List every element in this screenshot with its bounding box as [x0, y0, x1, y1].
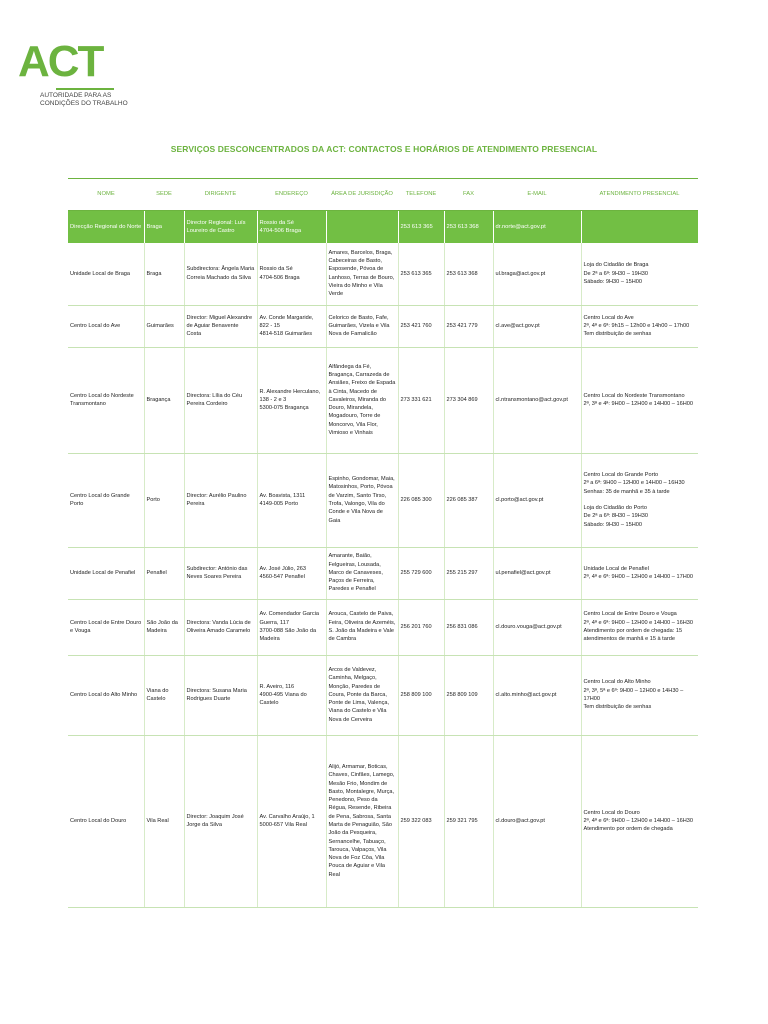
region-sede: Braga: [144, 211, 184, 244]
region-nome: Direcção Regional do Norte: [68, 211, 144, 244]
header-atendimento: ATENDIMENTO PRESENCIAL: [581, 179, 698, 211]
cell-area: Amares, Barcelos, Braga, Cabeceiras de Basto, Esposende, Póvoa de Lanhoso, Terras de Bouro, Vieira do Minho e Vila Verde: [326, 243, 398, 305]
cell-endereco: R. Alexandre Herculano, 138 - 2 e 3 5300-075 Bragança: [257, 347, 326, 453]
cell-area: Alijó, Armamar, Boticas, Chaves, Cinfães, Lamego, Mesão Frio, Mondim de Basto, Montalegre, Murça, Penedono, Peso da Régua, Resende, Ribeira de Pena, Sabrosa, Santa Marta de Penaguião, São João da Pesqueira, Sernancelhe, Tabuaço, Tarouca, Valpaços, Vila Nova de Foz Côa, Vila Pouca de Aguiar e Vila Real: [326, 735, 398, 907]
cell-endereco: Av. Comendador Garcia Guerra, 117 3700-088 São João da Madeira: [257, 599, 326, 655]
cell-sede: Guimarães: [144, 305, 184, 347]
cell-nome: Centro Local do Alto Minho: [68, 655, 144, 735]
header-dirigente: DIRIGENTE: [184, 179, 257, 211]
cell-endereco: R. Aveiro, 116 4900-495 Viana do Castelo: [257, 655, 326, 735]
cell-telefone: 255 729 600: [398, 547, 444, 599]
header-nome: NOME: [68, 179, 144, 211]
cell-email[interactable]: cl.ave@act.gov.pt: [493, 305, 581, 347]
region-row: [68, 211, 698, 244]
cell-telefone: 253 421 760: [398, 305, 444, 347]
cell-area: Arcos de Valdevez, Caminha, Melgaço, Monção, Paredes de Coura, Ponte da Barca, Ponte de Lima, Valença, Viana do Castelo e Vila Nova de Cerveira: [326, 655, 398, 735]
cell-dirigente: Director: Miguel Alexandre de Aguiar Benavente Costa: [184, 305, 257, 347]
table-row: [68, 243, 698, 305]
logo-subtitle: [40, 92, 128, 107]
cell-nome: Centro Local do Nordeste Transmontano: [68, 347, 144, 453]
cell-endereco: Av. José Júlio, 263 4560-547 Penafiel: [257, 547, 326, 599]
cell-endereco: Av. Carvalho Araújo, 1 5000-657 Vila Real: [257, 735, 326, 907]
cell-nome: Centro Local do Douro: [68, 735, 144, 907]
cell-area: Espinho, Gondomar, Maia, Matosinhos, Porto, Póvoa de Varzim, Santo Tirso, Trofa, Valongo, Vila do Conde e Vila Nova de Gaia: [326, 453, 398, 547]
cell-nome: Centro Local do Ave: [68, 305, 144, 347]
cell-dirigente: Director: Joaquim José Jorge da Silva: [184, 735, 257, 907]
cell-atendimento: Centro Local do Ave 2ª, 4ª e 6ª: 9h15 – 12h00 e 14h00 – 17h00 Tem distribuição de senhas: [581, 305, 698, 347]
cell-nome: Unidade Local de Penafiel: [68, 547, 144, 599]
cell-atendimento: Centro Local do Grande Porto 2ª a 6ª: 9H00 – 12H00 e 14H00 – 16H30 Senhas: 35 de manhã e 35 à tarde Loja do Cidadão do Porto De 2ª a 6ª: 8H30 – 19H30 Sábado: 9H30 – 15H00: [581, 453, 698, 547]
cell-telefone: 258 809 100: [398, 655, 444, 735]
cell-sede: Bragança: [144, 347, 184, 453]
cell-telefone: 256 201 760: [398, 599, 444, 655]
cell-dirigente: Subdirectora: Ângela Maria Correia Machado da Silva: [184, 243, 257, 305]
cell-area: Arouca, Castelo de Paiva, Feira, Oliveira de Azeméis, S. João da Madeira e Vale de Cambra: [326, 599, 398, 655]
cell-email[interactable]: cl.douro@act.gov.pt: [493, 735, 581, 907]
contacts-table: [68, 178, 698, 908]
cell-area: Alfândega da Fé, Bragança, Carrazeda de Ansiães, Freixo de Espada à Cinta, Macedo de Cavaleiros, Miranda do Douro, Mirandela, Mogadouro, Torre de Moncorvo, Vila Flor, Vimioso e Vinhais: [326, 347, 398, 453]
logo-underline: [56, 88, 114, 90]
cell-sede: Vila Real: [144, 735, 184, 907]
cell-dirigente: Subdirector: António das Neves Soares Pereira: [184, 547, 257, 599]
cell-fax: 259 321 795: [444, 735, 493, 907]
cell-atendimento: Centro Local do Douro 2ª, 4ª e 6ª: 9H00 – 12H00 e 14H00 – 16H30 Atendimento por ordem de chegada: [581, 735, 698, 907]
header-telefone: TELEFONE: [398, 179, 444, 211]
cell-sede: Porto: [144, 453, 184, 547]
cell-endereco: Rossio da Sé 4704-506 Braga: [257, 243, 326, 305]
cell-atendimento: Unidade Local de Penafiel 2ª, 4ª e 6ª: 9H00 – 12H00 e 14H00 – 17H00: [581, 547, 698, 599]
region-atendimento: [581, 211, 698, 244]
cell-nome: Centro Local do Grande Porto: [68, 453, 144, 547]
cell-sede: Penafiel: [144, 547, 184, 599]
cell-email[interactable]: ul.braga@act.gov.pt: [493, 243, 581, 305]
cell-nome: Unidade Local de Braga: [68, 243, 144, 305]
cell-atendimento: Centro Local de Entre Douro e Vouga 2ª, 4ª e 6ª: 9H00 – 12H00 e 14H00 – 16H30 Atendimento por ordem de chegada: 15 atendimentos de manhã e 15 à tarde: [581, 599, 698, 655]
logo-subtitle-line2: CONDIÇÕES DO TRABALHO: [40, 99, 128, 107]
cell-dirigente: Directora: Vanda Lúcia de Oliveira Amado Caramelo: [184, 599, 257, 655]
cell-email[interactable]: cl.ntransmontano@act.gov.pt: [493, 347, 581, 453]
cell-email[interactable]: cl.porto@act.gov.pt: [493, 453, 581, 547]
page-title: SERVIÇOS DESCONCENTRADOS DA ACT: CONTACTOS E HORÁRIOS DE ATENDIMENTO PRESENCIAL: [170, 144, 598, 154]
cell-fax: 255 215 297: [444, 547, 493, 599]
table-header-row: [68, 179, 698, 211]
table-row: [68, 547, 698, 599]
header-email: E-MAIL: [493, 179, 581, 211]
header-fax: FAX: [444, 179, 493, 211]
cell-fax: 273 304 869: [444, 347, 493, 453]
table-row: [68, 347, 698, 453]
table-row: [68, 735, 698, 907]
cell-fax: 258 809 109: [444, 655, 493, 735]
region-email[interactable]: dr.norte@act.gov.pt: [493, 211, 581, 244]
table-row: [68, 599, 698, 655]
cell-telefone: 253 613 365: [398, 243, 444, 305]
cell-email[interactable]: ul.penafiel@act.gov.pt: [493, 547, 581, 599]
cell-endereco: Av. Conde Margaride, 822 - 15 4814-518 Guimarães: [257, 305, 326, 347]
region-endereco: Rossio da Sé 4704-506 Braga: [257, 211, 326, 244]
cell-endereco: Av. Boavista, 1311 4149-005 Porto: [257, 453, 326, 547]
cell-telefone: 226 085 300: [398, 453, 444, 547]
cell-atendimento: Loja do Cidadão de Braga De 2ª a 6ª: 9H30 – 19H30 Sábado: 9H30 – 15H00: [581, 243, 698, 305]
header-sede: SEDE: [144, 179, 184, 211]
region-telefone: 253 613 365: [398, 211, 444, 244]
cell-atendimento: Centro Local do Nordeste Transmontano 2ª, 3ª e 4ª: 9H00 – 12H00 e 14H00 – 16H00: [581, 347, 698, 453]
header-endereco: ENDEREÇO: [257, 179, 326, 211]
cell-telefone: 273 331 621: [398, 347, 444, 453]
cell-area: Amarante, Baião, Felgueiras, Lousada, Marco de Canaveses, Paços de Ferreira, Paredes e Penafiel: [326, 547, 398, 599]
cell-sede: São João da Madeira: [144, 599, 184, 655]
cell-nome: Centro Local de Entre Douro e Vouga: [68, 599, 144, 655]
table-row: [68, 305, 698, 347]
act-logo: [18, 37, 128, 114]
cell-atendimento: Centro Local do Alto Minho 2ª, 3ª, 5ª e 6ª: 9H00 – 12H00 e 14H30 – 17H00 Tem distribuição de senhas: [581, 655, 698, 735]
cell-sede: Braga: [144, 243, 184, 305]
table-row: [68, 655, 698, 735]
region-fax: 253 613 368: [444, 211, 493, 244]
table-row: [68, 453, 698, 547]
cell-sede: Viana do Castelo: [144, 655, 184, 735]
cell-fax: 253 613 368: [444, 243, 493, 305]
cell-telefone: 259 322 083: [398, 735, 444, 907]
cell-email[interactable]: cl.alto.minho@act.gov.pt: [493, 655, 581, 735]
cell-dirigente: Directora: Lília do Céu Pereira Cordeiro: [184, 347, 257, 453]
region-area: [326, 211, 398, 244]
cell-dirigente: Director: Aurélio Paulino Pereira: [184, 453, 257, 547]
header-area: ÁREA DE JURISDIÇÃO: [326, 179, 398, 211]
cell-email[interactable]: cl.douro.vouga@act.gov.pt: [493, 599, 581, 655]
logo-mark: ACT: [18, 37, 103, 86]
cell-fax: 256 831 086: [444, 599, 493, 655]
cell-fax: 253 421 779: [444, 305, 493, 347]
cell-fax: 226 085 387: [444, 453, 493, 547]
cell-dirigente: Directora: Susana Maria Rodrigues Duarte: [184, 655, 257, 735]
region-dirigente: Director Regional: Luís Loureiro de Castro: [184, 211, 257, 244]
cell-area: Celorico de Basto, Fafe, Guimarães, Vizela e Vila Nova de Famalicão: [326, 305, 398, 347]
logo-subtitle-line1: AUTORIDADE PARA AS: [40, 92, 112, 99]
